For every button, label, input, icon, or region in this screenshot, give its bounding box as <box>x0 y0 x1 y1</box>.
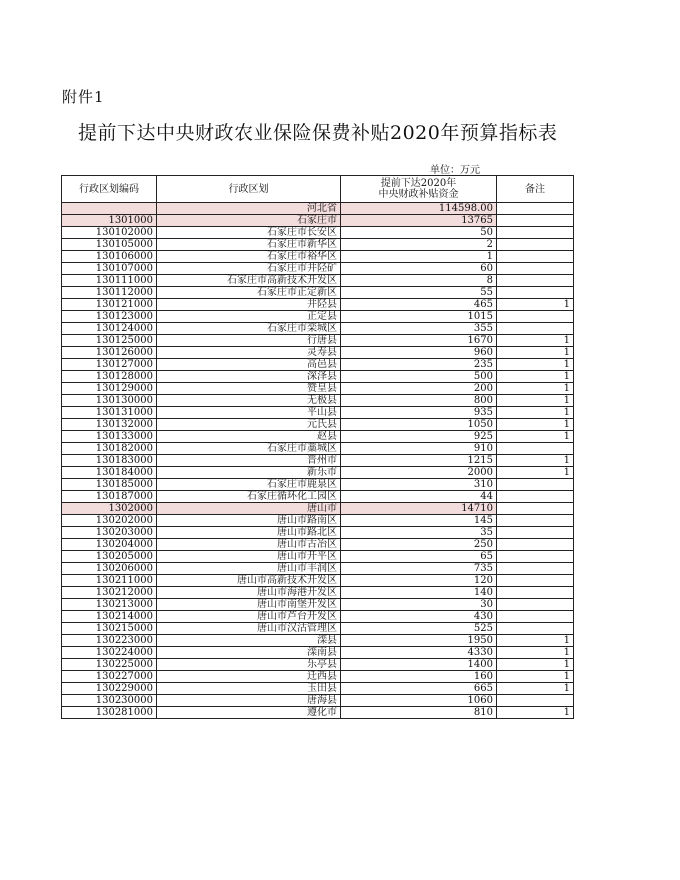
cell-code: 1301000 <box>62 215 157 227</box>
cell-name: 行唐县 <box>157 335 341 347</box>
table-row <box>62 263 574 275</box>
cell-name: 无极县 <box>157 395 341 407</box>
cell-amount: 55 <box>341 287 497 299</box>
table-row <box>62 659 574 671</box>
cell-amount: 1215 <box>341 455 497 467</box>
table-row <box>62 311 574 323</box>
cell-note <box>497 515 574 527</box>
cell-amount: 500 <box>341 371 497 383</box>
cell-note <box>497 587 574 599</box>
table-row <box>62 647 574 659</box>
cell-amount: 525 <box>341 623 497 635</box>
table-row <box>62 599 574 611</box>
cell-name: 石家庄市裕华区 <box>157 251 341 263</box>
cell-name: 正定县 <box>157 311 341 323</box>
cell-code: 130131000 <box>62 407 157 419</box>
cell-code: 130281000 <box>62 707 157 719</box>
cell-note <box>497 575 574 587</box>
cell-note: 1 <box>497 395 574 407</box>
cell-name: 唐山市路南区 <box>157 515 341 527</box>
cell-amount: 1 <box>341 251 497 263</box>
cell-note: 1 <box>497 383 574 395</box>
cell-amount: 355 <box>341 323 497 335</box>
table-row <box>62 359 574 371</box>
cell-code: 130206000 <box>62 563 157 575</box>
cell-note: 1 <box>497 371 574 383</box>
cell-amount: 910 <box>341 443 497 455</box>
table-row <box>62 467 574 479</box>
cell-amount: 60 <box>341 263 497 275</box>
cell-name: 井陉县 <box>157 299 341 311</box>
table-body <box>62 203 574 719</box>
cell-note <box>497 203 574 215</box>
header-note: 备注 <box>497 176 574 203</box>
cell-code: 130225000 <box>62 659 157 671</box>
cell-amount: 2000 <box>341 467 497 479</box>
cell-code: 130121000 <box>62 299 157 311</box>
cell-note <box>497 599 574 611</box>
cell-note: 1 <box>497 683 574 695</box>
table-row <box>62 335 574 347</box>
cell-code: 130227000 <box>62 671 157 683</box>
cell-code: 130124000 <box>62 323 157 335</box>
header-code: 行政区划编码 <box>62 176 157 203</box>
cell-note <box>497 491 574 503</box>
table-row <box>62 323 574 335</box>
cell-amount: 8 <box>341 275 497 287</box>
cell-name: 唐山市古冶区 <box>157 539 341 551</box>
cell-amount: 13765 <box>341 215 497 227</box>
cell-amount: 145 <box>341 515 497 527</box>
cell-note: 1 <box>497 467 574 479</box>
cell-amount: 250 <box>341 539 497 551</box>
table-row <box>62 395 574 407</box>
cell-amount: 2 <box>341 239 497 251</box>
cell-name: 元氏县 <box>157 419 341 431</box>
cell-name: 石家庄市井陉矿 <box>157 263 341 275</box>
cell-note: 1 <box>497 335 574 347</box>
cell-amount: 30 <box>341 599 497 611</box>
cell-code: 130229000 <box>62 683 157 695</box>
cell-amount: 1050 <box>341 419 497 431</box>
attachment-label: 附件1 <box>62 88 105 106</box>
table-row <box>62 443 574 455</box>
cell-note <box>497 239 574 251</box>
cell-amount: 665 <box>341 683 497 695</box>
cell-amount: 735 <box>341 563 497 575</box>
cell-note <box>497 215 574 227</box>
cell-name: 滦南县 <box>157 647 341 659</box>
cell-name: 赵县 <box>157 431 341 443</box>
cell-amount: 925 <box>341 431 497 443</box>
cell-code: 130123000 <box>62 311 157 323</box>
cell-code: 130184000 <box>62 467 157 479</box>
cell-amount: 310 <box>341 479 497 491</box>
cell-note: 1 <box>497 407 574 419</box>
cell-code: 130215000 <box>62 623 157 635</box>
cell-code: 1302000 <box>62 503 157 515</box>
table-row <box>62 419 574 431</box>
cell-amount: 800 <box>341 395 497 407</box>
cell-name: 唐山市海港开发区 <box>157 587 341 599</box>
cell-name: 唐山市芦台开发区 <box>157 611 341 623</box>
cell-note <box>497 227 574 239</box>
cell-code: 130130000 <box>62 395 157 407</box>
cell-note <box>497 287 574 299</box>
cell-amount: 1950 <box>341 635 497 647</box>
cell-name: 平山县 <box>157 407 341 419</box>
table-row <box>62 455 574 467</box>
cell-name: 高邑县 <box>157 359 341 371</box>
cell-note <box>497 251 574 263</box>
cell-note: 1 <box>497 659 574 671</box>
cell-code: 130132000 <box>62 419 157 431</box>
cell-amount: 200 <box>341 383 497 395</box>
cell-amount: 465 <box>341 299 497 311</box>
table-row <box>62 227 574 239</box>
table-row <box>62 347 574 359</box>
table-row <box>62 683 574 695</box>
cell-code: 130102000 <box>62 227 157 239</box>
cell-name: 唐海县 <box>157 695 341 707</box>
cell-amount: 114598.00 <box>341 203 497 215</box>
table-row <box>62 623 574 635</box>
cell-note: 1 <box>497 707 574 719</box>
cell-amount: 4330 <box>341 647 497 659</box>
table-row <box>62 299 574 311</box>
header-amount <box>341 176 497 203</box>
document-title: 提前下达中央财政农业保险保费补贴2020年预算指标表 <box>78 122 558 144</box>
cell-name: 唐山市路北区 <box>157 527 341 539</box>
table-row <box>62 203 574 215</box>
cell-code: 130205000 <box>62 551 157 563</box>
cell-name: 迁西县 <box>157 671 341 683</box>
cell-amount: 235 <box>341 359 497 371</box>
cell-code: 130213000 <box>62 599 157 611</box>
cell-name: 唐山市南堡开发区 <box>157 599 341 611</box>
cell-code: 130214000 <box>62 611 157 623</box>
table-row <box>62 707 574 719</box>
cell-name: 唐山市开平区 <box>157 551 341 563</box>
cell-name: 晋州市 <box>157 455 341 467</box>
cell-note <box>497 539 574 551</box>
table-header-row <box>62 176 574 203</box>
table-row <box>62 371 574 383</box>
cell-code: 130112000 <box>62 287 157 299</box>
cell-name: 河北省 <box>157 203 341 215</box>
cell-code: 130129000 <box>62 383 157 395</box>
cell-note <box>497 443 574 455</box>
cell-note <box>497 503 574 515</box>
cell-code: 130212000 <box>62 587 157 599</box>
cell-amount: 1670 <box>341 335 497 347</box>
cell-code: 130107000 <box>62 263 157 275</box>
cell-note <box>497 623 574 635</box>
cell-note <box>497 479 574 491</box>
cell-amount: 960 <box>341 347 497 359</box>
cell-code: 130211000 <box>62 575 157 587</box>
cell-note <box>497 611 574 623</box>
table-row <box>62 515 574 527</box>
cell-note <box>497 323 574 335</box>
cell-name: 唐山市高新技术开发区 <box>157 575 341 587</box>
cell-note <box>497 563 574 575</box>
cell-amount: 810 <box>341 707 497 719</box>
table-row <box>62 527 574 539</box>
cell-note <box>497 263 574 275</box>
cell-name: 乐亭县 <box>157 659 341 671</box>
cell-amount: 1060 <box>341 695 497 707</box>
cell-note <box>497 275 574 287</box>
cell-amount: 65 <box>341 551 497 563</box>
table-row <box>62 479 574 491</box>
cell-code: 130125000 <box>62 335 157 347</box>
cell-name: 滦县 <box>157 635 341 647</box>
table-row <box>62 491 574 503</box>
cell-amount: 935 <box>341 407 497 419</box>
table-row <box>62 575 574 587</box>
cell-code: 130223000 <box>62 635 157 647</box>
cell-code: 130224000 <box>62 647 157 659</box>
cell-name: 唐山市丰润区 <box>157 563 341 575</box>
cell-note: 1 <box>497 635 574 647</box>
cell-code: 130204000 <box>62 539 157 551</box>
cell-amount: 160 <box>341 671 497 683</box>
cell-code: 130202000 <box>62 515 157 527</box>
table-row <box>62 671 574 683</box>
cell-name: 石家庄市长安区 <box>157 227 341 239</box>
cell-amount: 120 <box>341 575 497 587</box>
cell-code: 130182000 <box>62 443 157 455</box>
cell-amount: 44 <box>341 491 497 503</box>
cell-code: 130230000 <box>62 695 157 707</box>
cell-code: 130187000 <box>62 491 157 503</box>
cell-note: 1 <box>497 419 574 431</box>
table-row <box>62 551 574 563</box>
cell-note <box>497 695 574 707</box>
budget-table <box>61 175 574 719</box>
cell-name: 灵寿县 <box>157 347 341 359</box>
cell-amount: 430 <box>341 611 497 623</box>
cell-amount: 1015 <box>341 311 497 323</box>
cell-code: 130133000 <box>62 431 157 443</box>
cell-code: 130185000 <box>62 479 157 491</box>
cell-name: 石家庄市 <box>157 215 341 227</box>
cell-name: 新乐市 <box>157 467 341 479</box>
cell-amount: 35 <box>341 527 497 539</box>
header-amount-line1: 提前下达2020年 <box>380 178 457 189</box>
cell-note: 1 <box>497 299 574 311</box>
table-row <box>62 251 574 263</box>
cell-code: 130126000 <box>62 347 157 359</box>
cell-code <box>62 203 157 215</box>
cell-name: 石家庄市正定新区 <box>157 287 341 299</box>
table-row <box>62 611 574 623</box>
cell-name: 石家庄循环化工园区 <box>157 491 341 503</box>
cell-code: 130111000 <box>62 275 157 287</box>
table-row <box>62 275 574 287</box>
cell-name: 石家庄市藁城区 <box>157 443 341 455</box>
cell-note <box>497 551 574 563</box>
cell-note: 1 <box>497 431 574 443</box>
cell-name: 赞皇县 <box>157 383 341 395</box>
table-row <box>62 407 574 419</box>
cell-note: 1 <box>497 455 574 467</box>
cell-name: 石家庄市鹿泉区 <box>157 479 341 491</box>
header-amount-line2: 中央财政补贴资金 <box>378 189 459 200</box>
table-row <box>62 563 574 575</box>
table-row <box>62 215 574 227</box>
table-row <box>62 287 574 299</box>
cell-note <box>497 527 574 539</box>
cell-note: 1 <box>497 647 574 659</box>
table-row <box>62 635 574 647</box>
table-row <box>62 383 574 395</box>
table-row <box>62 239 574 251</box>
cell-code: 130105000 <box>62 239 157 251</box>
cell-code: 130106000 <box>62 251 157 263</box>
cell-name: 深泽县 <box>157 371 341 383</box>
cell-code: 130203000 <box>62 527 157 539</box>
cell-code: 130127000 <box>62 359 157 371</box>
cell-amount: 140 <box>341 587 497 599</box>
cell-code: 130183000 <box>62 455 157 467</box>
cell-name: 唐山市 <box>157 503 341 515</box>
cell-amount: 14710 <box>341 503 497 515</box>
cell-note <box>497 311 574 323</box>
cell-name: 石家庄市高新技术开发区 <box>157 275 341 287</box>
cell-note: 1 <box>497 671 574 683</box>
cell-note: 1 <box>497 359 574 371</box>
table-row <box>62 539 574 551</box>
cell-code: 130128000 <box>62 371 157 383</box>
table-row <box>62 503 574 515</box>
table-row <box>62 587 574 599</box>
unit-label: 单位：万元 <box>430 165 480 176</box>
table-row <box>62 695 574 707</box>
header-name: 行政区划 <box>157 176 341 203</box>
cell-name: 石家庄市栾城区 <box>157 323 341 335</box>
cell-name: 玉田县 <box>157 683 341 695</box>
cell-name: 遵化市 <box>157 707 341 719</box>
cell-name: 唐山市汉沽管理区 <box>157 623 341 635</box>
table-row <box>62 431 574 443</box>
cell-amount: 50 <box>341 227 497 239</box>
cell-amount: 1400 <box>341 659 497 671</box>
cell-note: 1 <box>497 347 574 359</box>
cell-name: 石家庄市新华区 <box>157 239 341 251</box>
